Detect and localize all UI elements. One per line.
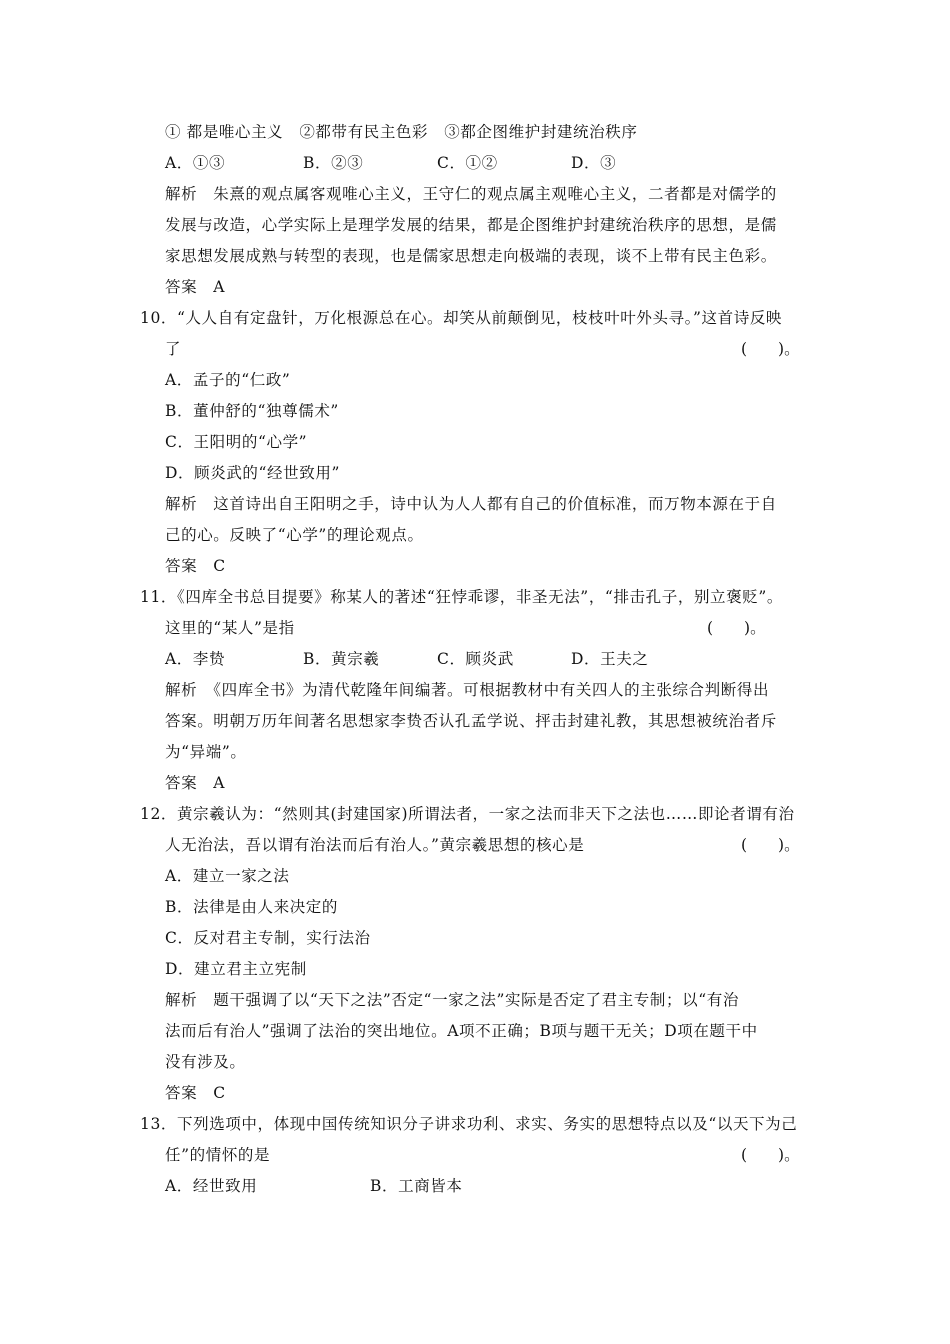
q11-analysis-line: 解析 《四库全书》为清代乾隆年间编著。可根据教材中有关四人的主张综合判断得出 xyxy=(165,681,770,699)
q12-analysis-line: 没有涉及。 xyxy=(165,1053,246,1071)
q12-option-a: A．建立一家之法 xyxy=(165,867,290,885)
q11-option-d: D．王夫之 xyxy=(571,650,649,668)
q9-option-c: C．①② xyxy=(437,154,498,172)
q10-answer: 答案 C xyxy=(165,557,226,575)
q10-option-a: A．孟子的“仁政” xyxy=(165,371,291,389)
q10-option-d: D．顾炎武的“经世致用” xyxy=(165,464,340,482)
q12-option-c: C．反对君主专制，实行法治 xyxy=(165,929,371,947)
q13-option-a: A．经世致用 xyxy=(165,1177,258,1195)
q12-stem-line: 12．黄宗羲认为：“然则其(封建国家)所谓法者，一家之法而非天下之法也……即论者谓有治 xyxy=(140,805,795,823)
q10-option-c: C．王阳明的“心学” xyxy=(165,433,308,451)
q10-answer-blank: ( )。 xyxy=(741,340,800,358)
q12-option-d: D．建立君主立宪制 xyxy=(165,960,307,978)
q13-option-b: B．工商皆本 xyxy=(370,1177,463,1195)
q10-analysis-line: 己的心。反映了“心学”的理论观点。 xyxy=(165,526,424,544)
q9-answer: 答案 A xyxy=(165,278,226,296)
q10-option-b: B．董仲舒的“独尊儒术” xyxy=(165,402,339,420)
q11-option-c: C．顾炎武 xyxy=(437,650,514,668)
q11-answer-blank: ( )。 xyxy=(707,619,766,637)
q12-analysis-line: 解析 题干强调了以“天下之法”否定“一家之法”实际是否定了君主专制；以“有治 xyxy=(165,991,739,1009)
q9-option-d: D．③ xyxy=(571,154,617,172)
q11-answer: 答案 A xyxy=(165,774,226,792)
q9-analysis-line: 发展与改造，心学实际上是理学发展的结果，都是企图维护封建统治秩序的思想，是儒 xyxy=(165,216,777,234)
q11-analysis-line: 为“异端”。 xyxy=(165,743,247,761)
q12-answer-blank: ( )。 xyxy=(741,836,800,854)
q9-option-a: A．①③ xyxy=(165,154,226,172)
q10-stem-line: 了 xyxy=(165,340,182,358)
q13-answer-blank: ( )。 xyxy=(741,1146,800,1164)
q11-analysis-line: 答案。明朝万历年间著名思想家李贽否认孔孟学说、抨击封建礼教，其思想被统治者斥 xyxy=(165,712,777,730)
q11-option-b: B．黄宗羲 xyxy=(303,650,380,668)
q9-analysis-line: 解析 朱熹的观点属客观唯心主义，王守仁的观点属主观唯心主义，二者都是对儒学的 xyxy=(165,185,777,203)
q11-stem-line: 这里的“某人”是指 xyxy=(165,619,295,637)
q10-analysis-line: 解析 这首诗出自王阳明之手，诗中认为人人都有自己的价值标准，而万物本源在于自 xyxy=(165,495,777,513)
q12-analysis-line: 法而后有治人”强调了法治的突出地位。A项不正确；B项与题干无关；D项在题干中 xyxy=(165,1022,758,1040)
q13-stem-line: 任”的情怀的是 xyxy=(165,1146,271,1164)
q11-option-a: A．李贽 xyxy=(165,650,226,668)
q9-option-b: B．②③ xyxy=(303,154,364,172)
q9-statements: ① 都是唯心主义 ②都带有民主色彩 ③都企图维护封建统治秩序 xyxy=(165,123,638,141)
q9-analysis-line: 家思想发展成熟与转型的表现，也是儒家思想走向极端的表现，谈不上带有民主色彩。 xyxy=(165,247,777,265)
q12-option-b: B．法律是由人来决定的 xyxy=(165,898,338,916)
q11-stem-line: 11．《四库全书总目提要》称某人的著述“狂悖乖谬，非圣无法”，“排击孔子，别立褒贬”。 xyxy=(140,588,783,606)
q12-answer: 答案 C xyxy=(165,1084,226,1102)
q12-stem-line: 人无治法，吾以谓有治法而后有治人。”黄宗羲思想的核心是 xyxy=(165,836,585,854)
q13-stem-line: 13．下列选项中，体现中国传统知识分子讲求功利、求实、务实的思想特点以及“以天下为己 xyxy=(140,1115,798,1133)
q10-stem-line: 10．“人人自有定盘针，万化根源总在心。却笑从前颠倒见，枝枝叶叶外头寻。”这首诗反映 xyxy=(140,309,783,327)
